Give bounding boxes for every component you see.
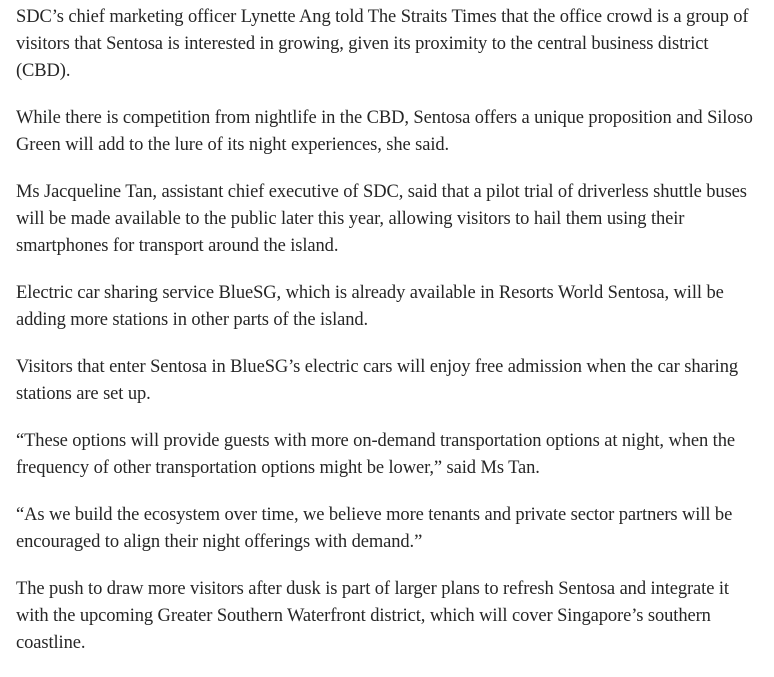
article-paragraph-7: “As we build the ecosystem over time, we believe more tenants and private sector partners will be encouraged to align their night offerings with demand.” xyxy=(16,505,733,552)
article-paragraph-3: Ms Jacqueline Tan, assistant chief executive of SDC, said that a pilot trial of driverless shuttle buses will be made available to the public later this year, allowing visitors to hail them using their smartphones for transport around the island. xyxy=(16,182,747,256)
article-paragraph-5: Visitors that enter Sentosa in BlueSG’s electric cars will enjoy free admission when the car sharing stations are set up. xyxy=(16,357,739,404)
article-paragraph-6: “These options will provide guests with more on-demand transportation options at night, when the frequency of other transportation options might be lower,” said Ms Tan. xyxy=(16,431,735,478)
article-paragraph-4: Electric car sharing service BlueSG, which is already available in Resorts World Sentosa, will be adding more stations in other parts of the island. xyxy=(16,283,724,330)
article-paragraph-2: While there is competition from nightlife in the CBD, Sentosa offers a unique proposition and Siloso Green will add to the lure of its night experiences, she said. xyxy=(16,108,753,155)
article-paragraph-1: SDC’s chief marketing officer Lynette Ang told The Straits Times that the office crowd is a group of visitors that Sentosa is interested in growing, given its proximity to the central business district (CBD). xyxy=(16,7,749,81)
article-paragraph-8: The push to draw more visitors after dusk is part of larger plans to refresh Sentosa and integrate it with the upcoming Greater Southern Waterfront district, which will cover Singapore’s southern coastline. xyxy=(16,579,729,653)
article-body xyxy=(16,4,760,677)
